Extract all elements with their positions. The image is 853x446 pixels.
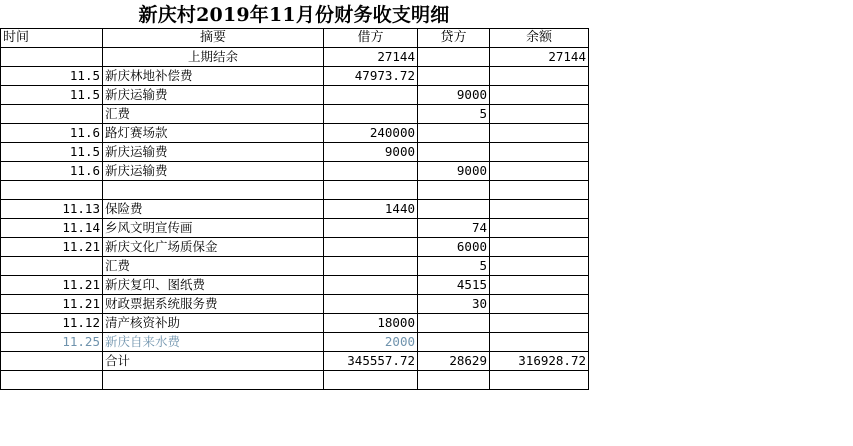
cell-summary[interactable]: 清产核资补助 bbox=[103, 314, 324, 333]
cell-summary[interactable]: 新庆文化广场质保金 bbox=[103, 238, 324, 257]
header-debit[interactable]: 借方 bbox=[324, 29, 418, 48]
cell-time[interactable] bbox=[1, 181, 103, 200]
cell-balance[interactable] bbox=[490, 314, 589, 333]
ledger-body bbox=[1, 48, 589, 390]
cell-debit[interactable]: 27144 bbox=[324, 48, 418, 67]
cell-debit[interactable] bbox=[324, 276, 418, 295]
cell-time[interactable]: 11.12 bbox=[1, 314, 103, 333]
cell-time[interactable] bbox=[1, 105, 103, 124]
cell-summary[interactable]: 路灯赛场款 bbox=[103, 124, 324, 143]
cell-balance[interactable] bbox=[490, 200, 589, 219]
cell-balance[interactable] bbox=[490, 333, 589, 352]
header-credit[interactable]: 贷方 bbox=[418, 29, 490, 48]
cell-summary[interactable]: 新庆运输费 bbox=[103, 86, 324, 105]
cell-summary[interactable]: 新庆运输费 bbox=[103, 143, 324, 162]
cell-summary[interactable]: 新庆自来水费 bbox=[103, 333, 324, 352]
table-row bbox=[1, 314, 589, 333]
cell-time[interactable]: 11.6 bbox=[1, 162, 103, 181]
table-row bbox=[1, 48, 589, 67]
cell-balance[interactable] bbox=[490, 143, 589, 162]
cell-summary[interactable]: 乡风文明宣传画 bbox=[103, 219, 324, 238]
table-row bbox=[1, 295, 589, 314]
cell-summary[interactable]: 保险费 bbox=[103, 200, 324, 219]
table-row bbox=[1, 86, 589, 105]
cell-balance[interactable] bbox=[490, 67, 589, 86]
table-row bbox=[1, 238, 589, 257]
cell-credit[interactable]: 74 bbox=[418, 219, 490, 238]
table-row bbox=[1, 200, 589, 219]
table-row bbox=[1, 124, 589, 143]
table-row bbox=[1, 333, 589, 352]
cell-time[interactable]: 11.21 bbox=[1, 238, 103, 257]
cell-balance[interactable] bbox=[490, 105, 589, 124]
cell-credit[interactable]: 30 bbox=[418, 295, 490, 314]
cell-summary[interactable]: 新庆运输费 bbox=[103, 162, 324, 181]
cell-debit[interactable] bbox=[324, 162, 418, 181]
cell-debit[interactable]: 345557.72 bbox=[324, 352, 418, 371]
cell-credit[interactable]: 6000 bbox=[418, 238, 490, 257]
table-row bbox=[1, 257, 589, 276]
cell-credit[interactable]: 9000 bbox=[418, 162, 490, 181]
cell-summary[interactable]: 合计 bbox=[103, 352, 324, 371]
sheet-title: 新庆村2019年11月份财务收支明细 bbox=[138, 4, 450, 26]
cell-credit[interactable] bbox=[418, 181, 490, 200]
cell-balance[interactable] bbox=[490, 181, 589, 200]
cell-credit[interactable] bbox=[418, 371, 490, 390]
cell-summary[interactable] bbox=[103, 181, 324, 200]
cell-credit[interactable] bbox=[418, 67, 490, 86]
cell-credit[interactable]: 5 bbox=[418, 105, 490, 124]
table-row bbox=[1, 67, 589, 86]
cell-summary[interactable]: 汇费 bbox=[103, 105, 324, 124]
cell-credit[interactable] bbox=[418, 143, 490, 162]
cell-time[interactable]: 11.25 bbox=[1, 333, 103, 352]
table-row bbox=[1, 371, 589, 390]
cell-balance[interactable] bbox=[490, 219, 589, 238]
cell-balance[interactable] bbox=[490, 162, 589, 181]
table-row bbox=[1, 181, 589, 200]
cell-time[interactable] bbox=[1, 257, 103, 276]
cell-credit[interactable] bbox=[418, 314, 490, 333]
cell-time[interactable]: 11.5 bbox=[1, 86, 103, 105]
cell-summary[interactable]: 新庆复印、图纸费 bbox=[103, 276, 324, 295]
cell-time[interactable] bbox=[1, 48, 103, 67]
cell-balance[interactable] bbox=[490, 276, 589, 295]
ledger-table bbox=[0, 28, 589, 390]
cell-time[interactable]: 11.21 bbox=[1, 276, 103, 295]
cell-credit[interactable]: 28629 bbox=[418, 352, 490, 371]
total-row bbox=[1, 352, 589, 371]
cell-balance[interactable] bbox=[490, 257, 589, 276]
cell-balance[interactable]: 316928.72 bbox=[490, 352, 589, 371]
table-row bbox=[1, 143, 589, 162]
cell-debit[interactable] bbox=[324, 181, 418, 200]
table-row bbox=[1, 276, 589, 295]
header-balance[interactable]: 余额 bbox=[490, 29, 589, 48]
cell-credit[interactable]: 9000 bbox=[418, 86, 490, 105]
cell-debit[interactable]: 9000 bbox=[324, 143, 418, 162]
cell-credit[interactable] bbox=[418, 200, 490, 219]
cell-credit[interactable] bbox=[418, 333, 490, 352]
cell-balance[interactable]: 27144 bbox=[490, 48, 589, 67]
cell-balance[interactable] bbox=[490, 371, 589, 390]
cell-time[interactable]: 11.6 bbox=[1, 124, 103, 143]
cell-time[interactable]: 11.14 bbox=[1, 219, 103, 238]
table-row bbox=[1, 219, 589, 238]
cell-credit[interactable]: 5 bbox=[418, 257, 490, 276]
cell-time[interactable] bbox=[1, 371, 103, 390]
cell-summary[interactable] bbox=[103, 371, 324, 390]
cell-balance[interactable] bbox=[490, 124, 589, 143]
cell-time[interactable] bbox=[1, 352, 103, 371]
cell-time[interactable]: 11.13 bbox=[1, 200, 103, 219]
cell-debit[interactable] bbox=[324, 86, 418, 105]
header-time[interactable]: 时间 bbox=[1, 29, 103, 48]
cell-credit[interactable]: 4515 bbox=[418, 276, 490, 295]
cell-balance[interactable] bbox=[490, 295, 589, 314]
header-row bbox=[1, 29, 589, 48]
cell-debit[interactable]: 18000 bbox=[324, 314, 418, 333]
cell-debit[interactable] bbox=[324, 295, 418, 314]
cell-debit[interactable] bbox=[324, 219, 418, 238]
cell-debit[interactable]: 2000 bbox=[324, 333, 418, 352]
cell-debit[interactable]: 47973.72 bbox=[324, 67, 418, 86]
cell-time[interactable]: 11.5 bbox=[1, 67, 103, 86]
cell-debit[interactable] bbox=[324, 238, 418, 257]
cell-credit[interactable] bbox=[418, 124, 490, 143]
table-row bbox=[1, 105, 589, 124]
header-summary[interactable]: 摘要 bbox=[103, 29, 324, 48]
table-row bbox=[1, 162, 589, 181]
cell-summary[interactable]: 财政票据系统服务费 bbox=[103, 295, 324, 314]
cell-balance[interactable] bbox=[490, 238, 589, 257]
cell-summary[interactable]: 新庆林地补偿费 bbox=[103, 67, 324, 86]
cell-debit[interactable]: 1440 bbox=[324, 200, 418, 219]
cell-debit[interactable] bbox=[324, 105, 418, 124]
cell-debit[interactable] bbox=[324, 257, 418, 276]
cell-time[interactable]: 11.21 bbox=[1, 295, 103, 314]
cell-summary[interactable]: 上期结余 bbox=[103, 48, 324, 67]
cell-credit[interactable] bbox=[418, 48, 490, 67]
cell-time[interactable]: 11.5 bbox=[1, 143, 103, 162]
cell-balance[interactable] bbox=[490, 86, 589, 105]
cell-summary[interactable]: 汇费 bbox=[103, 257, 324, 276]
cell-debit[interactable]: 240000 bbox=[324, 124, 418, 143]
cell-debit[interactable] bbox=[324, 371, 418, 390]
